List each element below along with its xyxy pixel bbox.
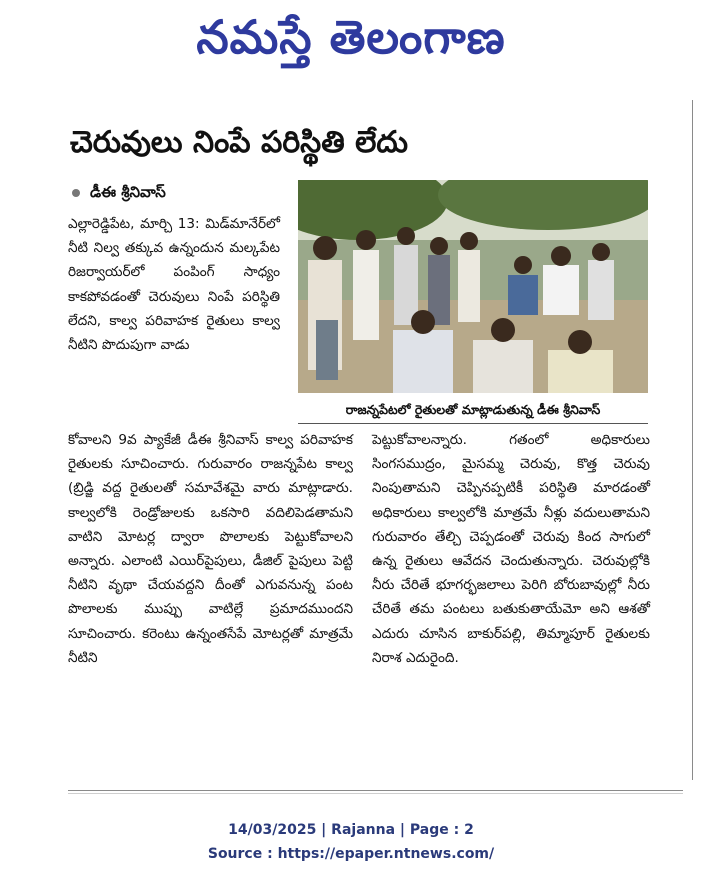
article-photo bbox=[298, 180, 648, 393]
article-byline bbox=[72, 180, 166, 204]
footer-source: Source : https://epaper.ntnews.com/ bbox=[207, 846, 495, 862]
newspaper-masthead: నమస్తే తెలంగాణ bbox=[196, 10, 506, 64]
footer-rule bbox=[68, 790, 683, 791]
article-body-intro: ఎల్లారెడ్డిపేట, మార్చి 13: మిడ్‌మానేర్‌లో నీటి నిల్వ తక్కువ ఉన్నందున మల్కపేట రిజర్వాయర్‌లో పంపింగ్ సాధ్యం కాకపోవడంతో చెరువులు నింపే పరిస్థితి లేదని, కాల్వ పరివాహక రైతులు కాల్వ నీటిని పొదుపుగా వాడు bbox=[68, 216, 280, 354]
byline-text: డీఈ శ్రీనివాస్ bbox=[90, 183, 166, 201]
photo-caption: రాజన్నపేటలో రైతులతో మాట్లాడుతున్న డీఈ శ్రీనివాస్ bbox=[298, 397, 648, 424]
footer-rule-shadow bbox=[68, 793, 683, 794]
article-body-column-right: పెట్టుకోవాలన్నారు. గతంలో అధికారులు సింగసముద్రం, మైసమ్మ చెరువు, కొత్త చెరువు నింపుతామని చెప్పినప్పటికీ పరిస్థితి మారడంతో అధికారులు కాల్వలోకి మాత్రమే నీళ్లు వదులుతామని గురువారం తేల్చి చెప్పడంతో చెరువు కింద సాగులో ఉన్న రైతులు ఆవేదన చెందుతున్నారు. చెరువుల్లోకి నీరు చేరితే భూగర్భజలాలు పెరిగి బోరుబావుల్లో నీరు చేరితే తమ పంటలు బతుకుతాయేమో అని ఆశతో ఎదురు చూసిన బాకుర్‌పల్లి, తిమ్మాపూర్ రైతులకు నిరాశ ఎదురైంది. bbox=[372, 432, 650, 666]
article-body-column-left: కోవాలని 9వ ప్యాకేజీ డీఈ శ్రీనివాస్ కాల్వ పరివాహక రైతులకు సూచించారు. గురువారం రాజన్నపేట కాల్వ (బ్రిడ్జి వద్ద రైతులతో సమావేశమై వారు మాట్లాడారు. కాల్వలోకి రెండ్రోజులకు ఒకసారి వదిలిపెడతామని వాటిని మోటర్ల ద్వారా పొలాలకు పెట్టుకోవాలని అన్నారు. ఎలాంటి ఎయిర్‌పైపులు, డీజిల్ పైపులు పెట్టి నీటిని వృథా చేయవద్దని దీంతో ఎగువనున్న పంట పొలాలకు ముప్పు వాటిల్లే ప్రమాదముందని సూచించారు. కరెంటు ఉన్నంతసేపే మోటర్లతో మాత్రమే నీటిని bbox=[68, 432, 353, 666]
footer-date-edition: 14/03/2025 | Rajanna | Page : 2 bbox=[228, 822, 474, 838]
column-rule bbox=[692, 100, 693, 780]
article-headline: చెరువులు నింపే పరిస్థితి లేదు bbox=[70, 125, 408, 160]
bullet-icon bbox=[72, 189, 80, 197]
